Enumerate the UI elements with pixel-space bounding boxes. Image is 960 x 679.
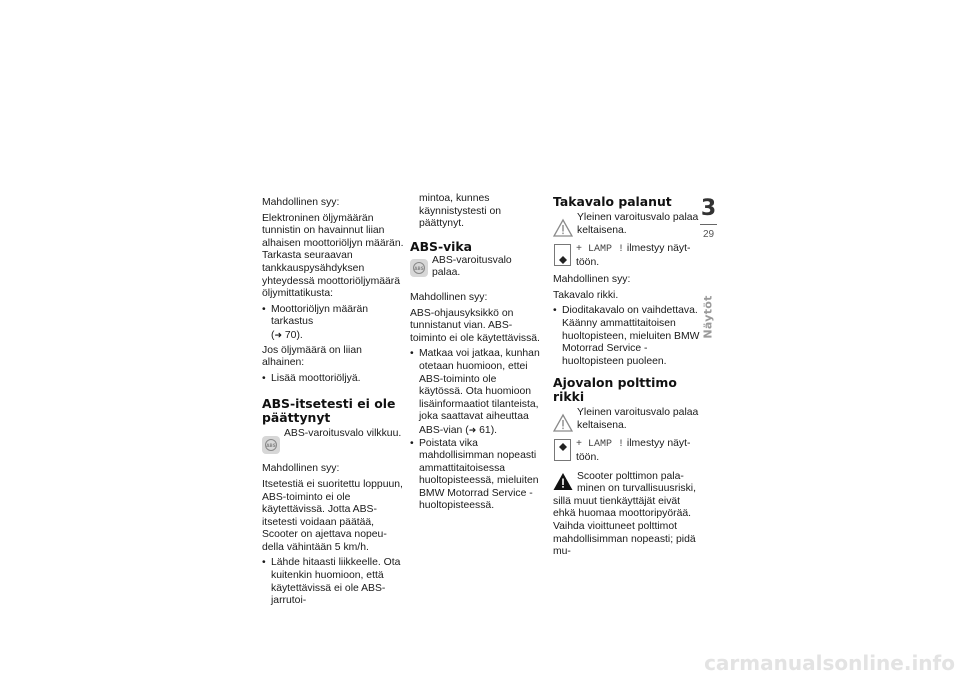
chapter-divider [700,224,717,225]
possible-cause-label: Mahdollinen syy: [553,274,631,286]
page-ref[interactable]: 61 [479,424,491,436]
continued-text: mintoa, kunnes käynnistystesti on päättynyt. [419,193,502,230]
oil-sensor-paragraph: Elektroninen öljymäärän tunnistin on havainnut liian alhaisen moottoriöljyn määrän. Tarkasta seuraavan tankkauspysähdyksen yhteydessä moottoriöljymäärä öljymittatikusta: [262,212,404,300]
warning-triangle-icon [553,413,573,433]
abs-warning-icon: ABS [410,259,428,277]
abs-fault-paragraph: ABS-ohjausyksikkö on tunnistanut vian. ABS-toiminto ei ole käytettävissä. [410,307,540,344]
section-tab [701,295,716,339]
heading-headlight-bulb: Ajovalon polttimo rikki [553,375,677,405]
chapter-number: 3 [700,196,717,221]
tail-lamp-icon [558,255,568,265]
warning-triangle-icon [553,472,573,491]
abs-blink-row [262,428,404,454]
safety-warning [553,471,703,496]
low-oil-label: Jos öljymäärä on liian alhainen: [262,344,362,369]
bullet-add-oil: • Lisää moottoriöljyä. [262,373,404,386]
lamp-code: + LAMP ! [576,244,625,255]
selftest-paragraph: Itsetestiä ei suoritettu loppuun, ABS-toiminto ei ole käytettävissä. Jotta ABS-itsetesti voidaan päätää, Scooter on ajettava nopeudella vähintään 5 km/h. [262,478,403,553]
headlamp-icon [558,442,568,452]
safety-warning-text: sillä muut tienkäyttäjät eivät ehkä huomaa moottoripyörää. Vaihda vioittuneet polttimot mahdollisimman nopeasti; pidä mu- [553,495,696,558]
possible-cause-label: Mahdollinen syy: [262,197,340,208]
safety-warning-first-line: Scooter polttimon palaminen on turvallisuusriski, [577,470,696,495]
column-1 [262,197,404,608]
heading-abs-selftest: ABS-itsetesti ei ole päättynyt [262,396,396,426]
abs-blink-text: ABS-varoitusvalo vilkkuu. [284,428,402,440]
bullet-oil-check: • Moottoriöljyn määrän tarkastus (➜ 70). [262,304,404,343]
possible-cause-label: Mahdollinen syy: [262,463,340,475]
watermark: carmanualsonline.info [704,651,955,675]
lamp-display-box [554,439,571,461]
bullet-replace-diode: • Dioditakavalo on vaihdettava. Käänny ammattitaitoisen huoltopisteen, mieluiten BMW Motorrad Service -huoltopisteen puoleen. [553,305,703,368]
lamp-display-text: ilmestyy näyttöön. [576,438,691,463]
general-warning-text: Yleinen varoitusvalo palaa keltaisena. [577,212,699,236]
general-warning-row [553,212,703,238]
column-3 [553,195,703,562]
lamp-display-row [553,438,703,464]
lamp-display-box [554,244,571,266]
general-warning-text: Yleinen varoitusvalo palaa keltaisena. [577,407,699,431]
general-warning-row [553,407,703,433]
page-number: 29 [702,229,715,240]
lamp-code: + LAMP ! [576,439,625,451]
column-2 [410,193,540,513]
abs-warning-icon: ABS [262,436,280,454]
bullet-ride-slowly: • Lähde hitaasti liikkeelle. Ota kuitenkin huomioon, että käytettävissä ei ole ABS-jarrutoi- [262,557,404,607]
lamp-display-text: ilmestyy näyttöön. [576,243,691,268]
arrow-right-icon: ➜ [274,329,283,340]
heading-tail-light: Takavalo palanut [553,194,672,209]
abs-lit-row [410,254,540,280]
warning-triangle-icon [553,218,573,238]
tail-light-broken: Takavalo rikki. [553,289,619,301]
bullet-continue-ride: • Matkaa voi jatkaa, kunhan otetaan huomioon, ettei ABS-toiminto ole käytössä. Ota huomioon lisäinformaatiot tilanteista, joka saattavat aiheuttaa ABS-vian (➜ 61). [410,348,540,437]
bullet-service: • Poistata vika mahdollisimman nopeasti ammattitaitoisessa huoltopisteessä, mieluiten BMW Motorrad Service -huoltopisteessä. [410,438,540,514]
lamp-display-row [553,243,703,269]
heading-abs-fault: ABS-vika [410,238,473,254]
possible-cause-label: Mahdollinen syy: [410,291,488,303]
page-ref[interactable]: 70 [284,329,297,341]
arrow-right-icon: ➜ [468,424,477,435]
abs-lit-text: ABS-varoitusvalo palaa. [432,254,512,279]
section-title: Näytöt [701,295,715,339]
